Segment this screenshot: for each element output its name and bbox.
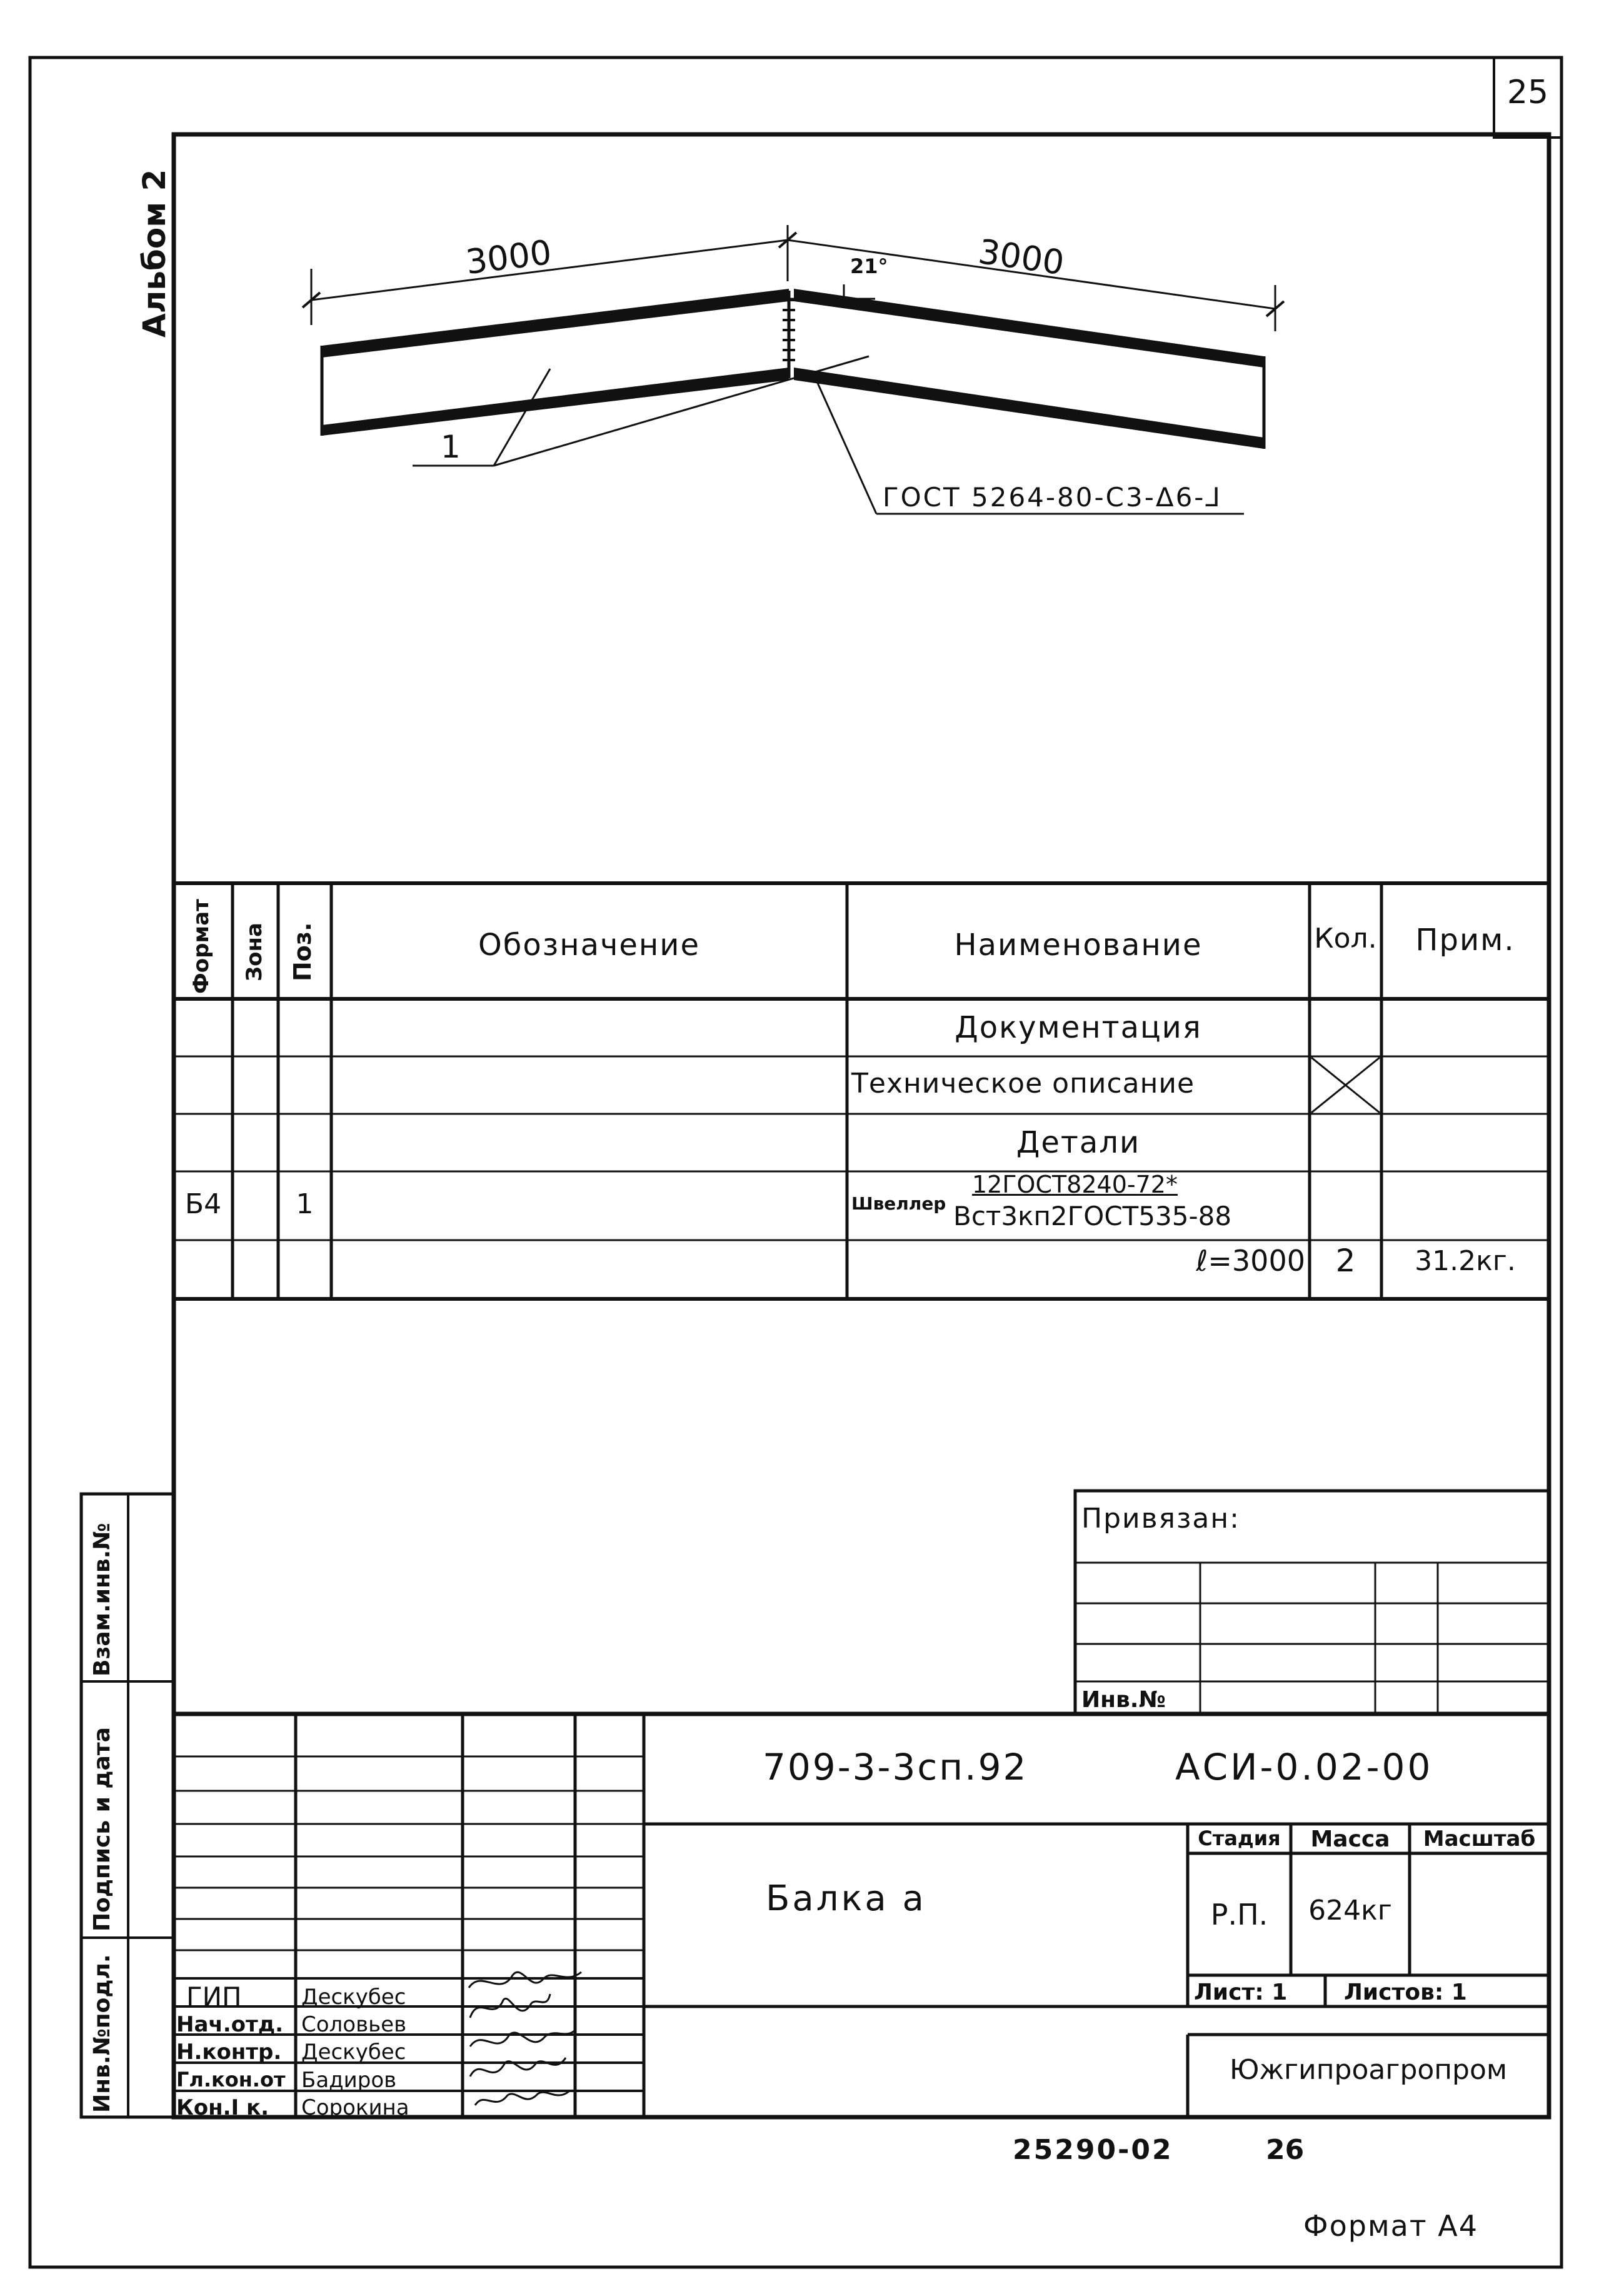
signature-role: Кон.I к. — [176, 2095, 269, 2120]
signature-name: Сорокина — [301, 2095, 409, 2120]
row-details: Детали — [1016, 1125, 1141, 1160]
header-name: Наименование — [954, 928, 1203, 963]
row-position-1: 1 — [296, 1188, 314, 1220]
angle-label: 21° — [850, 254, 888, 278]
side-stamp-sign-date: Подпись и дата — [89, 1727, 115, 1931]
sheet-number: 25 — [1506, 74, 1549, 111]
row-format-b4: Б4 — [184, 1188, 222, 1220]
row-length: ℓ=3000 — [1196, 1244, 1305, 1278]
doc-code: 709-3-3сп.92 — [763, 1746, 1028, 1788]
drawing-title: Балка а — [766, 1878, 926, 1919]
signature-role: Н.контр. — [176, 2040, 282, 2065]
signature-scribbles — [469, 1972, 581, 2105]
organization-name: Южгипроагропром — [1229, 2054, 1508, 2086]
sheet-label: Лист: 1 — [1194, 1980, 1288, 2005]
position-callout: 1 — [441, 429, 461, 465]
side-stamp-vzam-inv: Взам.инв.№ — [89, 1523, 115, 1676]
signature-name: Дескубес — [301, 2040, 406, 2065]
scale-label: Масштаб — [1423, 1826, 1536, 1851]
signature-role: Нач.отд. — [176, 2012, 284, 2037]
signature-role: ГИП — [186, 1981, 242, 2012]
header-zone: Зона — [242, 923, 267, 981]
weld-specification: ГОСТ 5264-80-С3-Δ6-⅃ — [883, 482, 1222, 513]
mass-label: Масса — [1310, 1826, 1390, 1852]
stage-label: Стадия — [1198, 1826, 1281, 1850]
row-technical-description: Техническое описание — [851, 1068, 1195, 1099]
signature-name: Дескубес — [301, 1985, 406, 2010]
side-stamp-inv-orig: Инв.№подл. — [89, 1954, 115, 2113]
signature-name: Соловьев — [301, 2012, 407, 2037]
album-label: Альбом 2 — [136, 169, 173, 338]
signature-role: Гл.кон.от — [176, 2068, 286, 2091]
binding-inv-label: Инв.№ — [1081, 1687, 1166, 1713]
header-format: Формат — [189, 899, 214, 994]
page-number: 26 — [1266, 2134, 1305, 2166]
dimension-right: 3000 — [976, 231, 1067, 283]
dimension-left: 3000 — [463, 232, 554, 283]
header-qty: Кол. — [1314, 923, 1377, 954]
row-quantity: 2 — [1335, 1243, 1356, 1279]
mass-value: 624кг — [1308, 1895, 1392, 1926]
outer-border — [30, 58, 1561, 2267]
sheets-label: Листов: 1 — [1344, 1980, 1467, 2005]
archive-number: 25290-02 — [1013, 2134, 1173, 2166]
header-note: Прим. — [1415, 923, 1515, 958]
row-note-mass: 31.2кг. — [1415, 1245, 1516, 1277]
signature-name: Бадиров — [301, 2068, 397, 2093]
header-designation: Обозначение — [478, 928, 701, 963]
format-label: Формат А4 — [1303, 2209, 1478, 2243]
channel-profile: 12ГОСТ8240-72* — [972, 1171, 1178, 1198]
stage-value: Р.П. — [1210, 1898, 1268, 1931]
channel-prefix: Швеллер — [851, 1193, 946, 1214]
row-documentation: Документация — [955, 1010, 1202, 1045]
channel-steel-grade: Вст3кп2ГОСТ535-88 — [953, 1201, 1232, 1231]
binding-title: Привязан: — [1081, 1503, 1240, 1535]
beam-drawing — [303, 225, 1284, 514]
header-pos: Поз. — [289, 922, 316, 981]
doc-number: АСИ-0.02-00 — [1175, 1746, 1433, 1788]
inner-frame — [174, 134, 1549, 2120]
